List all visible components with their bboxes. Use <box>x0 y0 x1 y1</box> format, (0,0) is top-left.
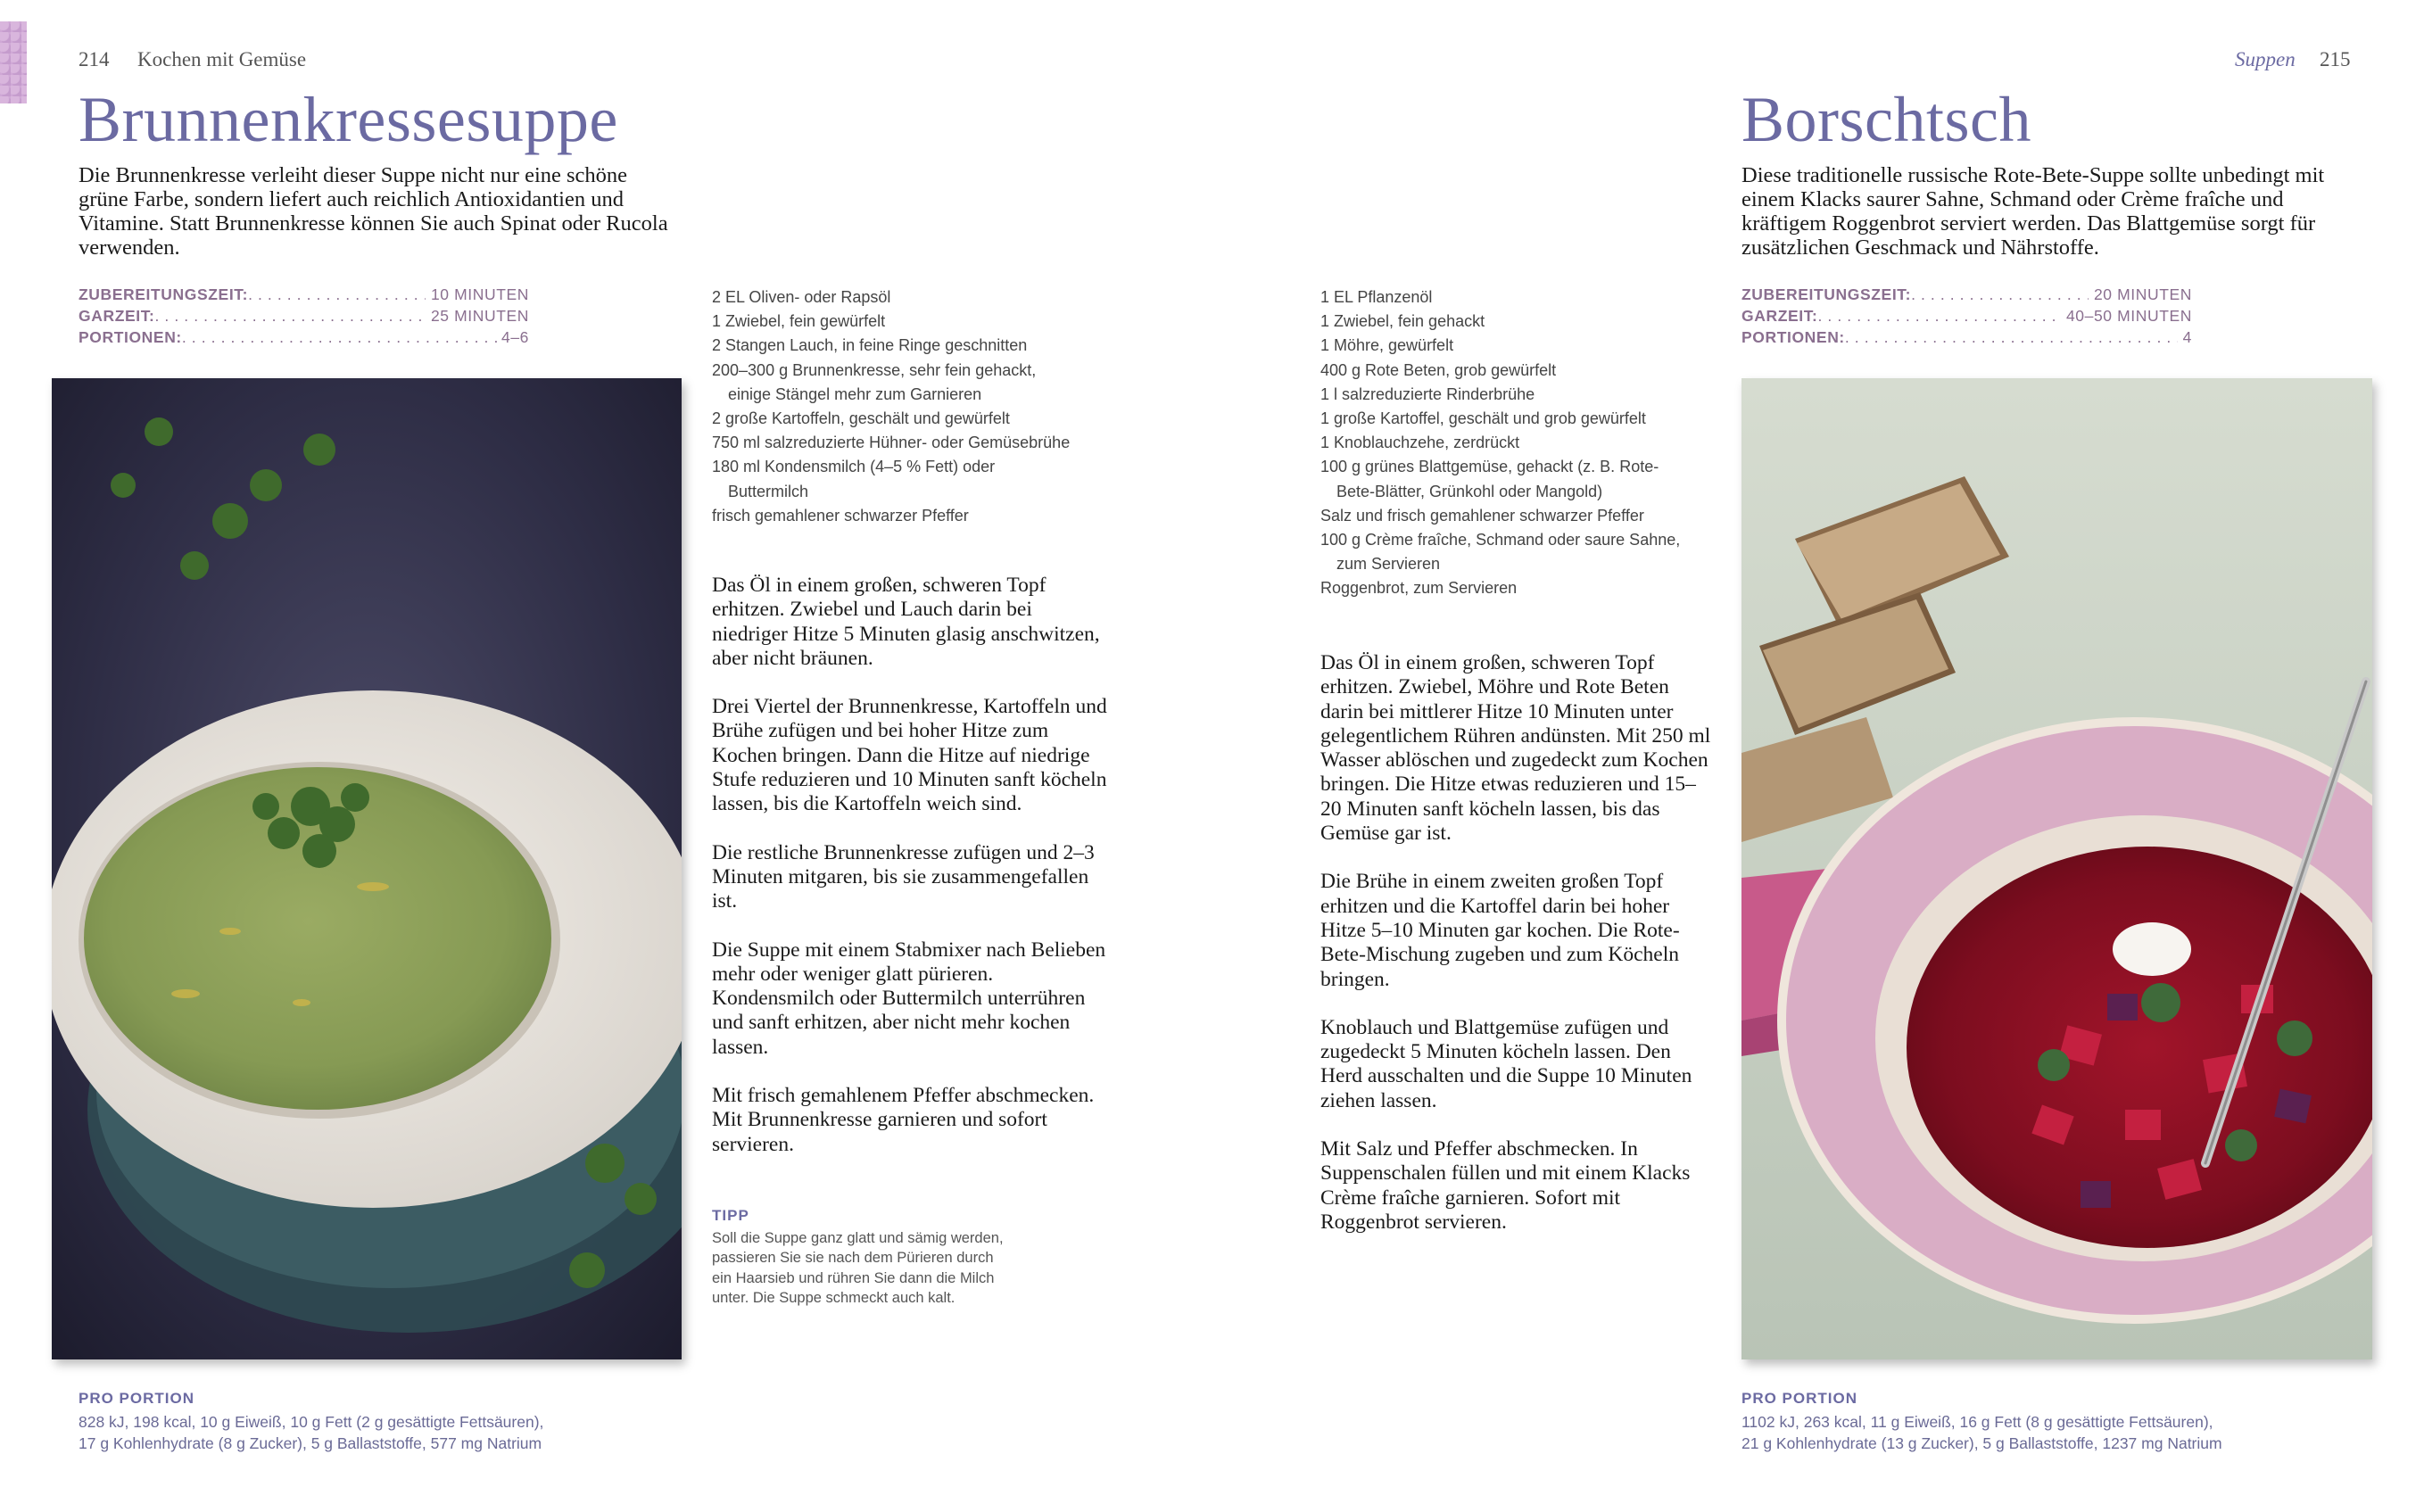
recipe-title-right: Borschtsch <box>1741 84 2031 155</box>
soup-illustration-right <box>1741 378 2372 1359</box>
recipe-info-right <box>1741 284 2192 348</box>
nutrition-line: 828 kJ, 198 kcal, 10 g Eiweiß, 10 g Fett (2 g gesättigte Fettsäuren), <box>79 1413 544 1431</box>
ingredient-item: Buttermilch <box>728 482 809 500</box>
info-value: 10 MINUTEN <box>430 285 529 303</box>
nutrition-right <box>1741 1411 2420 1454</box>
info-row-prep <box>1741 284 2192 305</box>
nutrition-left <box>79 1411 757 1454</box>
method-step: Die Brühe in einem zweiten großen Topf erhitzen und die Kartoffel darin bei hoher Hitze 5–10 Minuten gar kochen. Die Rote-Bete-Mischung zugeben und zum Köcheln bringen. <box>1320 870 1680 991</box>
info-value: 20 MINUTEN <box>2093 285 2192 303</box>
recipe-intro-right: Diese traditionelle russische Rote-Bete-Suppe sollte unbedingt mit einem Klacks saurer Sahne, Schmand oder Crème fraîche und kräftigem Roggenbrot serviert werden. Das Blattgemüse sorgt für zusätzlichen Geschmack und Nährstoffe. <box>1741 163 2325 260</box>
tip-text: Soll die Suppe ganz glatt und sämig werden, passieren Sie sie nach dem Pürieren durch ein Haarsieb und rühren Sie dann die Milch unter. Die Suppe schmeckt auch kalt. <box>712 1230 1004 1306</box>
method-step: Das Öl in einem großen, schweren Topf erhitzen. Zwiebel und Lauch darin bei niedriger Hitze 5 Minuten glasig anschwitzen, aber nicht bräunen. <box>712 574 1100 670</box>
running-head-left: Kochen mit Gemüse <box>137 48 307 70</box>
info-row-servings <box>79 326 529 348</box>
info-row-cook <box>79 305 529 326</box>
info-row-servings <box>1741 326 2192 348</box>
ingredient-item: 1 große Kartoffel, geschält und grob gewürfelt <box>1320 409 1646 428</box>
ingredient-item: zum Servieren <box>1336 555 1441 574</box>
method-step: Die restliche Brunnenkresse zufügen und 2–3 Minuten mitgaren, bis sie zusammengefallen ist. <box>712 840 1095 913</box>
nutrition-heading-right: PRO PORTION <box>1741 1390 1858 1407</box>
info-label: PORTIONEN: <box>79 328 182 346</box>
nutrition-line: 17 g Kohlenhydrate (8 g Zucker), 5 g Ballaststoffe, 577 mg Natrium <box>79 1434 542 1452</box>
method-step: Knoblauch und Blattgemüse zufügen und zugedeckt 5 Minuten köcheln lassen. Den Herd ausschalten und die Suppe 10 Minuten ziehen lassen. <box>1320 1015 1692 1112</box>
ingredient-item: einige Stängel mehr zum Garnieren <box>728 384 982 403</box>
page-edge-decoration <box>0 21 27 103</box>
ingredient-item: 2 große Kartoffeln, geschält und gewürfelt <box>712 409 1010 428</box>
ingredient-item: 2 EL Oliven- oder Rapsöl <box>712 288 891 306</box>
ingredient-item: 100 g Crème fraîche, Schmand oder saure Sahne, <box>1320 531 1681 549</box>
method-step: Das Öl in einem großen, schweren Topf erhitzen. Zwiebel, Möhre und Rote Beten darin bei mittlerer Hitze 10 Minuten unter gelegentlichem Rühren andünsten. Mit 250 ml Wasser ablöschen und zugedeckt zum Kochen bringen. Die Hitze etwas reduzieren und 15–20 Minuten sanft köcheln lassen, bis das Gemüse gar ist. <box>1320 651 1711 846</box>
nutrition-line: 21 g Kohlenhydrate (13 g Zucker), 5 g Ballaststoffe, 1237 mg Natrium <box>1741 1434 2222 1452</box>
soup-illustration-left <box>52 378 682 1359</box>
info-value: 40–50 MINUTEN <box>2065 307 2192 325</box>
ingredient-item: 1 l salzreduzierte Rinderbrühe <box>1320 384 1535 403</box>
info-label: PORTIONEN: <box>1741 328 1845 346</box>
ingredient-item: 1 Zwiebel, fein gewürfelt <box>712 312 886 331</box>
ingredient-item: 1 Knoblauchzehe, zerdrückt <box>1320 434 1520 452</box>
ingredients-list-right <box>1320 285 1731 601</box>
ingredient-item: Salz und frisch gemahlener schwarzer Pfeffer <box>1320 506 1644 525</box>
photo-borscht <box>1741 378 2372 1359</box>
recipe-info-left <box>79 284 529 348</box>
ingredient-item: 1 Möhre, gewürfelt <box>1320 336 1454 355</box>
ingredient-item: 100 g grünes Blattgemüse, gehackt (z. B. Rote- <box>1320 458 1659 476</box>
ingredient-item: 1 EL Pflanzenöl <box>1320 288 1433 306</box>
nutrition-line: 1102 kJ, 263 kcal, 11 g Eiweiß, 16 g Fett (8 g gesättigte Fettsäuren), <box>1741 1413 2213 1431</box>
ingredient-item: 2 Stangen Lauch, in feine Ringe geschnitten <box>712 336 1028 355</box>
method-right <box>1320 651 1713 1259</box>
ingredient-item: 200–300 g Brunnenkresse, sehr fein gehackt, <box>712 360 1037 379</box>
ingredient-item: Roggenbrot, zum Servieren <box>1320 579 1518 598</box>
ingredient-item: 750 ml salzreduzierte Hühner- oder Gemüsebrühe <box>712 434 1071 452</box>
page-number-left: 214 <box>79 48 110 70</box>
ingredients-list-left <box>712 285 1122 528</box>
ingredient-item: frisch gemahlener schwarzer Pfeffer <box>712 506 969 525</box>
info-label: GARZEIT: <box>79 307 155 325</box>
nutrition-heading-left: PRO PORTION <box>79 1390 195 1407</box>
recipe-title-left: Brunnenkressesuppe <box>79 84 618 155</box>
ingredient-item: 400 g Rote Beten, grob gewürfelt <box>1320 360 1557 379</box>
running-head-right: Suppen <box>2235 48 2296 70</box>
info-row-cook <box>1741 305 2192 326</box>
page-number-right: 215 <box>2320 48 2351 70</box>
info-label: ZUBEREITUNGSZEIT: <box>1741 285 1912 303</box>
info-row-prep <box>79 284 529 305</box>
method-step: Die Suppe mit einem Stabmixer nach Belieben mehr oder weniger glatt pürieren. Kondensmilch oder Buttermilch unterrühren und sanft erhitzen, aber nicht mehr kochen lassen. <box>712 938 1106 1059</box>
method-left <box>712 574 1109 1181</box>
tip-heading: TIPP <box>712 1207 749 1224</box>
ingredient-item: 180 ml Kondensmilch (4–5 % Fett) oder <box>712 458 996 476</box>
info-label: GARZEIT: <box>1741 307 1818 325</box>
recipe-intro-left: Die Brunnenkresse verleiht dieser Suppe nicht nur eine schöne grüne Farbe, sondern liefert auch reichlich Antioxidantien und Vitamine. Statt Brunnenkresse können Sie auch Spinat oder Rucola verwenden. <box>79 163 668 260</box>
method-step: Mit Salz und Pfeffer abschmecken. In Suppenschalen füllen und mit einem Klacks Crème fraîche garnieren. Sofort mit Roggenbrot servieren. <box>1320 1137 1691 1234</box>
info-value: 4–6 <box>501 328 529 346</box>
method-step: Mit frisch gemahlenem Pfeffer abschmecken. Mit Brunnenkresse garnieren und sofort servieren. <box>712 1084 1095 1156</box>
photo-watercress-soup <box>52 378 682 1359</box>
info-value: 4 <box>2182 328 2192 346</box>
info-value: 25 MINUTEN <box>430 307 529 325</box>
ingredient-item: Bete-Blätter, Grünkohl oder Mangold) <box>1336 482 1603 500</box>
ingredient-item: 1 Zwiebel, fein gehackt <box>1320 312 1485 331</box>
info-label: ZUBEREITUNGSZEIT: <box>79 285 249 303</box>
method-step: Drei Viertel der Brunnenkresse, Kartoffeln und Brühe zufügen und bei hoher Hitze zum Kochen bringen. Dann die Hitze auf niedrige Stufe reduzieren und 10 Minuten sanft köcheln lassen, bis die Kartoffeln weich sind. <box>712 695 1107 816</box>
